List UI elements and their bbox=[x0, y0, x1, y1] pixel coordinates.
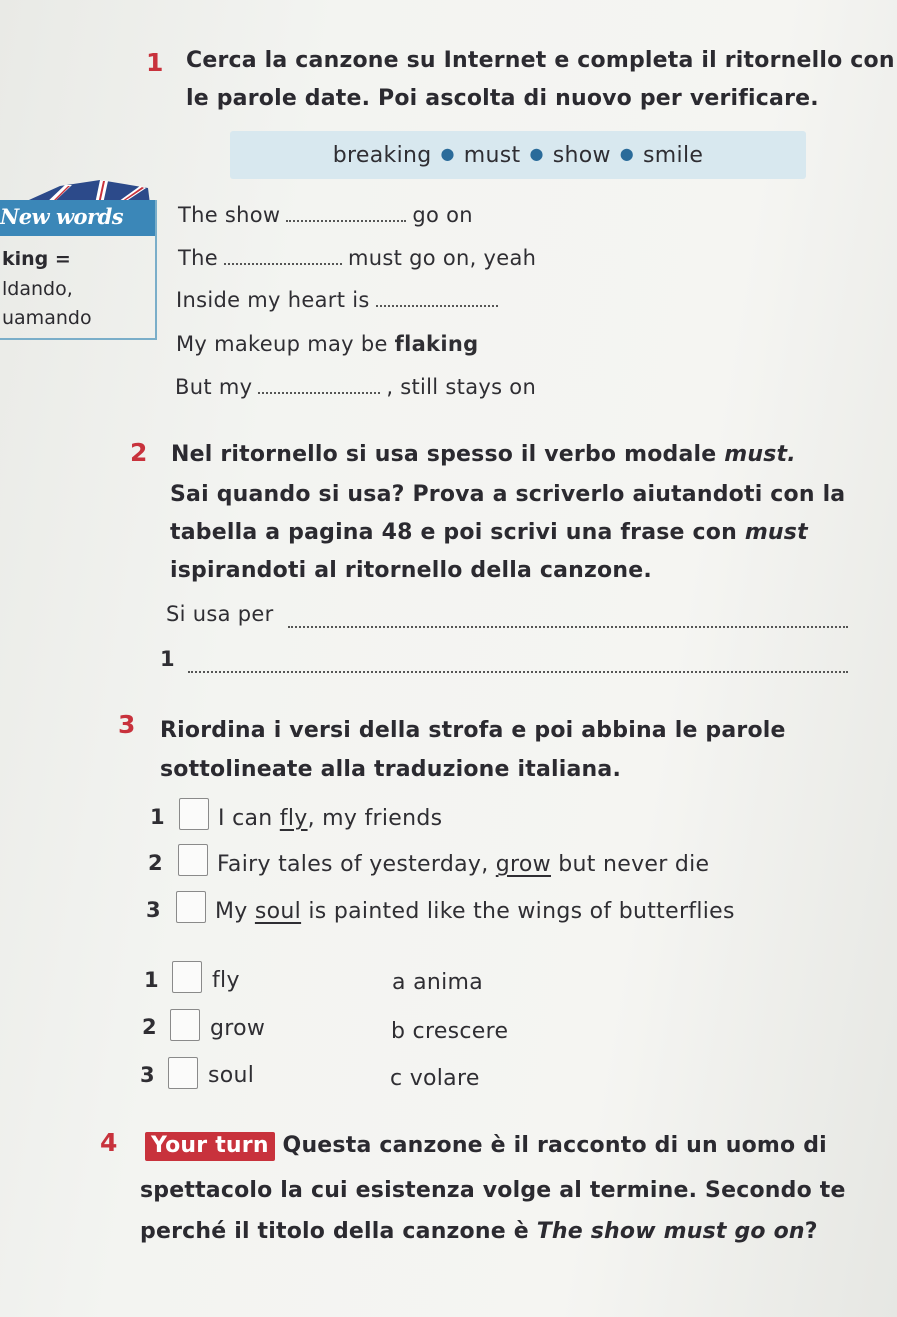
blank-field[interactable] bbox=[376, 301, 498, 307]
new-words-line: uamando bbox=[2, 307, 92, 329]
exercise-4-line-3: perché il titolo della canzone è The show must go on? bbox=[140, 1219, 818, 1244]
verse-line: Fairy tales of yesterday, grow but never die bbox=[217, 852, 710, 877]
match-checkbox[interactable] bbox=[170, 1009, 200, 1041]
order-checkbox[interactable] bbox=[176, 891, 206, 923]
bullet-icon: ● bbox=[529, 143, 544, 163]
verse-number: 2 bbox=[148, 851, 163, 875]
answer-line[interactable] bbox=[288, 626, 848, 628]
exercise-1-instruction-line-2: le parole date. Poi ascolta di nuovo per verificare. bbox=[186, 86, 819, 111]
match-word: soul bbox=[208, 1063, 255, 1088]
match-number: 1 bbox=[144, 968, 159, 992]
exercise-3-line-2: sottolineate alla traduzione italiana. bbox=[160, 757, 622, 782]
word-bank-item: smile bbox=[643, 142, 704, 168]
exercise-1-instruction-line-1: Cerca la canzone su Internet e completa il ritornello con bbox=[186, 48, 895, 73]
new-words-box bbox=[0, 200, 157, 340]
match-checkbox[interactable] bbox=[172, 961, 202, 993]
match-number: 2 bbox=[142, 1015, 157, 1039]
match-word: grow bbox=[210, 1016, 266, 1041]
new-words-line: ldando, bbox=[2, 278, 73, 300]
word-bank-item: show bbox=[552, 142, 611, 168]
new-words-line: king = bbox=[2, 248, 71, 270]
lyric-line-3: Inside my heart is bbox=[176, 288, 504, 312]
exercise-2-line-1: Nel ritornello si usa spesso il verbo modale must. bbox=[171, 442, 796, 467]
match-translation: c volare bbox=[390, 1066, 480, 1091]
verse-line: I can fly, my friends bbox=[218, 806, 443, 831]
blank-field[interactable] bbox=[224, 259, 342, 265]
your-turn-badge: Your turn bbox=[145, 1132, 275, 1161]
bullet-icon: ● bbox=[440, 143, 455, 163]
match-translation: b crescere bbox=[391, 1019, 509, 1044]
exercise-2-line-3: tabella a pagina 48 e poi scrivi una frase con must bbox=[170, 520, 808, 545]
exercise-2-prompt: Si usa per bbox=[166, 602, 274, 626]
exercise-3-line-1: Riordina i versi della strofa e poi abbina le parole bbox=[160, 718, 786, 743]
exercise-4-number: 4 bbox=[100, 1128, 118, 1157]
blank-field[interactable] bbox=[286, 216, 406, 222]
blank-field[interactable] bbox=[258, 388, 380, 394]
match-number: 3 bbox=[140, 1063, 155, 1087]
match-translation: a anima bbox=[392, 970, 484, 995]
order-checkbox[interactable] bbox=[179, 798, 209, 830]
new-words-title: New words bbox=[0, 204, 124, 229]
lyric-line-5: But my , still stays on bbox=[175, 375, 537, 399]
match-word: fly bbox=[212, 968, 240, 993]
lyric-line-1: The show go on bbox=[178, 203, 473, 227]
exercise-2-line-2: Sai quando si usa? Prova a scriverlo aiutandoti con la bbox=[170, 482, 846, 507]
exercise-4-line-1: Your turn Questa canzone è il racconto di un uomo di bbox=[145, 1132, 827, 1161]
exercise-2-item-number: 1 bbox=[160, 647, 175, 671]
verse-number: 1 bbox=[150, 805, 165, 829]
verse-line: My soul is painted like the wings of butterflies bbox=[215, 899, 735, 924]
word-bank bbox=[230, 131, 806, 179]
exercise-3-number: 3 bbox=[118, 710, 136, 739]
word-bank-item: must bbox=[463, 142, 521, 168]
lyric-line-4: My makeup may be flaking bbox=[176, 332, 479, 356]
verse-number: 3 bbox=[146, 898, 161, 922]
answer-line[interactable] bbox=[188, 671, 848, 673]
exercise-2-number: 2 bbox=[130, 438, 148, 467]
lyric-line-2: The must go on, yeah bbox=[178, 246, 537, 270]
order-checkbox[interactable] bbox=[178, 844, 208, 876]
word-bank-item: breaking bbox=[332, 142, 432, 168]
match-checkbox[interactable] bbox=[168, 1057, 198, 1089]
exercise-1-number: 1 bbox=[146, 48, 164, 77]
exercise-2-line-4: ispirandoti al ritornello della canzone. bbox=[170, 558, 652, 583]
bullet-icon: ● bbox=[619, 143, 635, 163]
exercise-4-line-2: spettacolo la cui esistenza volge al termine. Secondo te bbox=[140, 1178, 846, 1203]
